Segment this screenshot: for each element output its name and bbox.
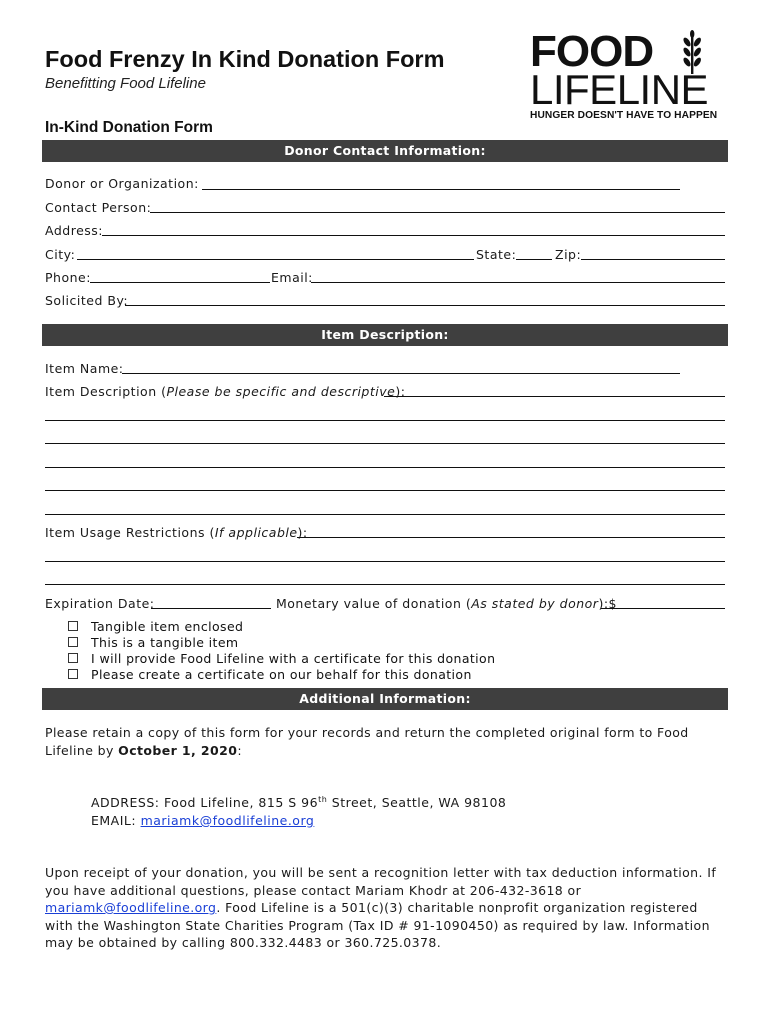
item-name-label: Item Name:	[45, 361, 124, 376]
email-label: Email:	[271, 270, 313, 285]
section-bar-item-description: Item Description:	[42, 324, 728, 346]
solicited-by-label: Solicited By:	[45, 293, 129, 308]
checkbox-icon[interactable]	[68, 637, 78, 647]
logo-word-food: FOOD	[530, 27, 654, 76]
city-field[interactable]	[77, 259, 474, 260]
contact-person-label: Contact Person:	[45, 200, 152, 215]
item-description-line[interactable]	[45, 467, 725, 468]
section-bar-donor-contact: Donor Contact Information:	[42, 140, 728, 162]
item-description-line[interactable]	[45, 490, 725, 491]
checkbox-item[interactable]: I will provide Food Lifeline with a certificate for this donation	[68, 651, 495, 666]
receipt-information: Upon receipt of your donation, you will be sent a recognition letter with tax deduction information. If you have additional questions, please contact Mariam Khodr at 206-432-3618 or mariamk@foodlifeline.org. Food Lifeline is a 501(c)(3) charitable nonprofit organization registered with the Washington State Charities Program (Tax ID # 91-1090450) as required by law. Information may be obtained by calling 800.332.4483 or 360.725.0378.	[45, 865, 717, 950]
checkbox-icon[interactable]	[68, 653, 78, 663]
page-title: Food Frenzy In Kind Donation Form	[45, 46, 445, 72]
checkbox-icon[interactable]	[68, 669, 78, 679]
checkbox-item[interactable]: This is a tangible item	[68, 635, 239, 650]
state-label: State:	[476, 247, 517, 262]
donor-org-field[interactable]	[202, 189, 680, 190]
form-heading: In-Kind Donation Form	[45, 119, 213, 136]
phone-field[interactable]	[90, 282, 270, 283]
logo-word-lifeline: LIFELINE	[530, 66, 709, 113]
receipt-email-link[interactable]: mariamk@foodlifeline.org	[45, 900, 217, 915]
item-description-label: Item Description (Please be specific and descriptive):	[45, 384, 406, 399]
usage-restrictions-label: Item Usage Restrictions (If applicable):	[45, 525, 308, 540]
contact-email-link[interactable]: mariamk@foodlifeline.org	[140, 813, 315, 828]
zip-label: Zip:	[555, 247, 582, 262]
checkbox-icon[interactable]	[68, 621, 78, 631]
item-description-line[interactable]	[45, 443, 725, 444]
expiration-date-label: Expiration Date:	[45, 596, 155, 611]
solicited-by-field[interactable]	[125, 305, 725, 306]
section-bar-additional-information: Additional Information:	[42, 688, 728, 710]
usage-restrictions-field[interactable]	[297, 537, 725, 538]
address-label: Address:	[45, 223, 103, 238]
phone-label: Phone:	[45, 270, 91, 285]
checkbox-item[interactable]: Please create a certificate on our behalf for this donation	[68, 667, 472, 682]
city-label: City:	[45, 247, 76, 262]
usage-restrictions-line[interactable]	[45, 584, 725, 585]
page-subtitle: Benefitting Food Lifeline	[45, 75, 206, 92]
food-lifeline-logo	[530, 27, 725, 126]
item-name-field[interactable]	[122, 373, 680, 374]
expiration-date-field[interactable]	[151, 608, 271, 609]
monetary-value-field[interactable]	[601, 608, 725, 609]
retain-instructions: Please retain a copy of this form for your records and return the completed original form to Food Lifeline by October 1, 2020:	[45, 725, 689, 758]
deadline-date: October 1, 2020	[118, 742, 238, 758]
item-description-line[interactable]	[45, 514, 725, 515]
item-description-field[interactable]	[384, 396, 725, 397]
address-field[interactable]	[102, 235, 725, 236]
item-description-line[interactable]	[45, 420, 725, 421]
zip-field[interactable]	[581, 259, 725, 260]
donor-org-label: Donor or Organization:	[45, 176, 199, 191]
monetary-value-label: Monetary value of donation (As stated by donor):$	[276, 596, 617, 611]
email-field[interactable]	[311, 282, 725, 283]
checkbox-item[interactable]: Tangible item enclosed	[68, 619, 243, 634]
contact-person-field[interactable]	[150, 212, 725, 213]
logo-tagline: HUNGER DOESN'T HAVE TO HAPPEN	[530, 110, 718, 121]
state-field[interactable]	[516, 259, 552, 260]
contact-email-line: EMAIL: mariamk@foodlifeline.org	[91, 813, 315, 828]
usage-restrictions-line[interactable]	[45, 561, 725, 562]
mailing-address: ADDRESS: Food Lifeline, 815 S 96th Street, Seattle, WA 98108	[91, 795, 507, 811]
